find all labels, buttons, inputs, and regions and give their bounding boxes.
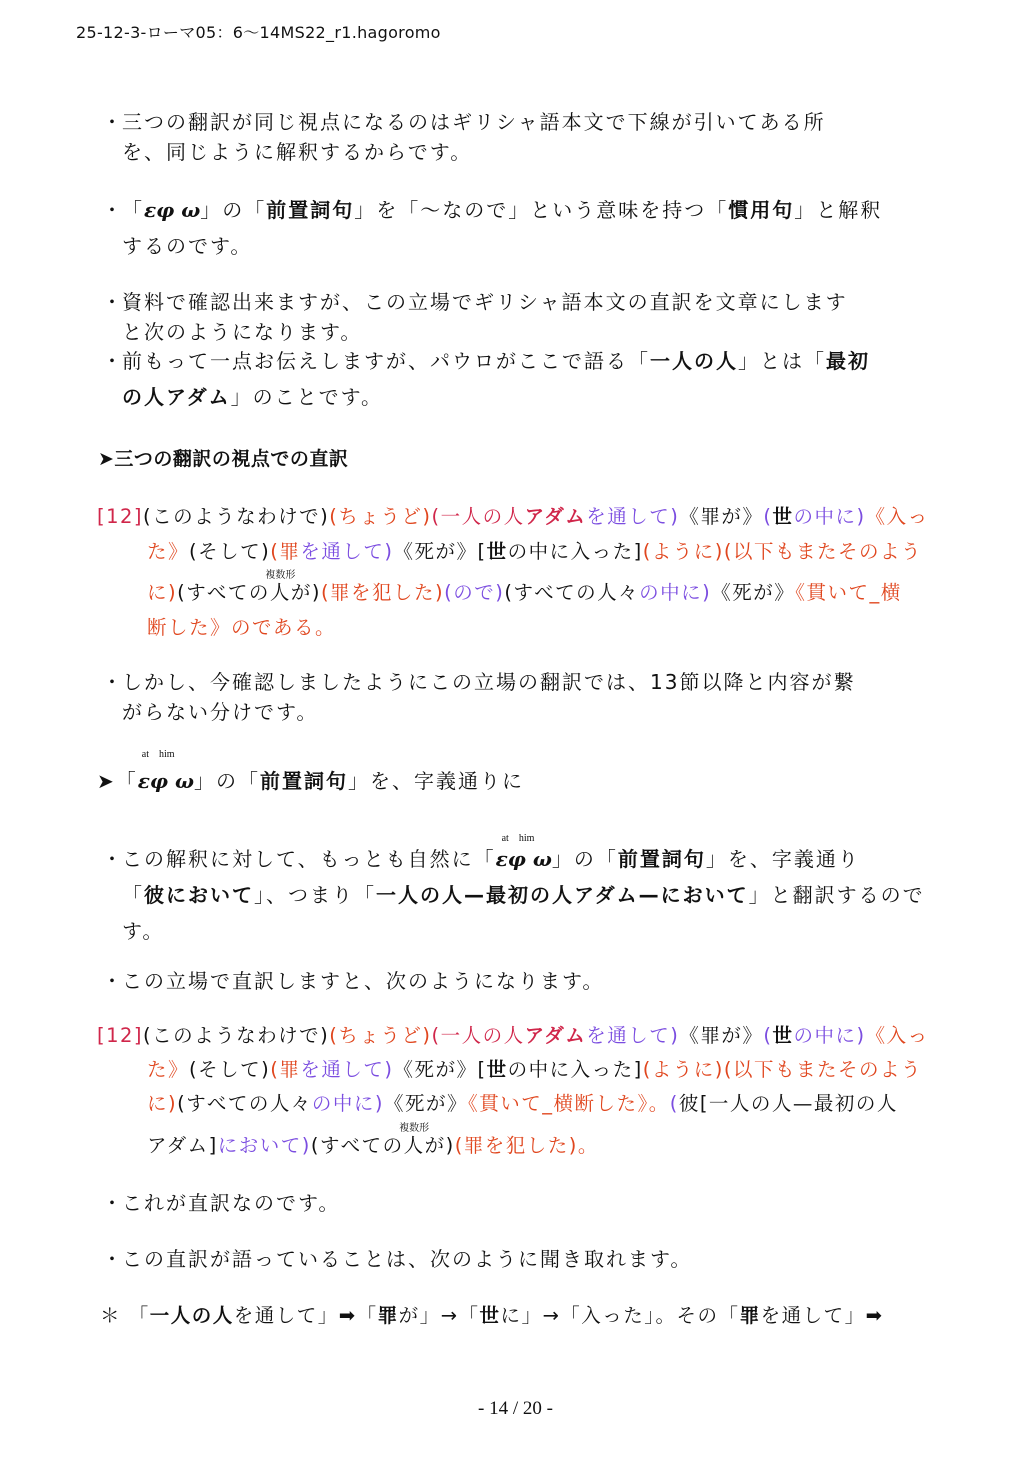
bullet-dot: ・ bbox=[102, 670, 124, 694]
bullet-text: がらない分けです。 bbox=[122, 700, 319, 724]
verse-line: た》(そして)(罪を通して)《死が》[世の中に入った](ように)(以下もまたそのよう bbox=[147, 1058, 923, 1081]
bullet-text: の人アダム」のことです。 bbox=[122, 385, 384, 409]
bullet-item bbox=[102, 1244, 922, 1274]
bullet-item bbox=[102, 192, 922, 264]
verse-line: [12](このようなわけで)(ちょうど)(一人の人アダムを通して)《罪が》(世の中に)《入っ bbox=[97, 505, 929, 528]
bullet-dot: ・ bbox=[102, 110, 124, 134]
bullet-text: す。 bbox=[122, 919, 165, 943]
bullet-dot: ・ bbox=[102, 1247, 124, 1271]
bullet-text: この立場で直訳しますと、次のようになります。 bbox=[122, 969, 605, 993]
bullet-text: するのです。 bbox=[122, 234, 253, 258]
verse-line: に)(すべての 複数形 人が)(罪を犯した)(ので)(すべての人々の中に)《死が》《貫いて_横 bbox=[97, 575, 927, 610]
bullet-item bbox=[102, 107, 922, 167]
bullet-text: しかし、今確認しましたようにこの立場の翻訳では、13節以降と内容が繋 bbox=[122, 670, 856, 694]
bullet-item bbox=[102, 833, 925, 949]
bullet-text: 三つの翻訳が同じ視点になるのはギリシャ語本文で下線が引いてある所 bbox=[122, 110, 826, 134]
bullet-text: 「彼において」、つまり「一人の人—最初の人アダム—において」と翻訳するので bbox=[122, 883, 925, 907]
file-header: 25-12-3-ローマ05：6〜14MS22_r1.hagoromo bbox=[76, 23, 441, 42]
bullet-item bbox=[102, 1188, 922, 1218]
bullet-item bbox=[102, 966, 922, 996]
ruby-note: 複数形 bbox=[399, 1123, 430, 1134]
bullet-dot: ・ bbox=[102, 290, 124, 314]
bullet-text: これが直訳なのです。 bbox=[122, 1191, 341, 1215]
section-heading: ➤「 at him εφ ω」の「前置詞句」を、字義通りに bbox=[97, 749, 525, 793]
bullet-text: を、同じように解釈するからです。 bbox=[122, 140, 473, 164]
bullet-item bbox=[102, 287, 922, 347]
bullet-item bbox=[102, 667, 922, 727]
bullet-text: 「εφ ω」の「前置詞句」を「〜なので」という意味を持つ「慣用句」と解釈 bbox=[122, 198, 883, 222]
verse-line: アダム]において)(すべての 複数形 人が)(罪を犯した)。 bbox=[97, 1129, 927, 1163]
verse-line: に)(すべての人々の中に)《死が》《貫いて_横断した》。(彼[一人の人—最初の人 bbox=[147, 1092, 898, 1115]
bullet-text: この直訳が語っていることは、次のように聞き取れます。 bbox=[122, 1247, 693, 1271]
bullet-dot: ・ bbox=[102, 847, 124, 871]
bullet-dot: ・ bbox=[102, 349, 124, 373]
bullet-dot: ・ bbox=[102, 969, 124, 993]
bullet-text: 資料で確認出来ますが、この立場でギリシャ語本文の直訳を文章にします bbox=[122, 290, 848, 314]
section-heading: ➤三つの翻訳の視点での直訳 bbox=[98, 448, 349, 470]
verse-line: た》(そして)(罪を通して)《死が》[世の中に入った](ように)(以下もまたそのよう bbox=[147, 540, 923, 563]
verse-block bbox=[97, 1019, 927, 1163]
verse-line: [12](このようなわけで)(ちょうど)(一人の人アダムを通して)《罪が》(世の中に)《入っ bbox=[97, 1024, 929, 1047]
gloss-note: at him bbox=[501, 833, 535, 844]
ruby-note: 複数形 bbox=[265, 570, 296, 581]
verse-block bbox=[97, 499, 927, 645]
bullet-text: と次のようになります。 bbox=[122, 320, 363, 344]
bullet-dot: ・ bbox=[102, 198, 124, 222]
bullet-item bbox=[102, 343, 922, 415]
page-number: - 14 / 20 - bbox=[478, 1398, 553, 1419]
summary-line: ＊ 「一人の人を通して」➡「罪が」→「世に」→「入った」。その「罪を通して」➡ bbox=[100, 1304, 884, 1327]
gloss-note: at him bbox=[141, 749, 175, 760]
verse-line: 断した》のである。 bbox=[147, 616, 337, 639]
bullet-dot: ・ bbox=[102, 1191, 124, 1215]
bullet-text: この解釈に対して、もっとも自然に「 at him εφ ω」の「前置詞句」を、字義通り bbox=[102, 841, 922, 877]
bullet-text: 前もって一点お伝えしますが、パウロがここで語る「一人の人」とは「最初 bbox=[122, 349, 870, 373]
